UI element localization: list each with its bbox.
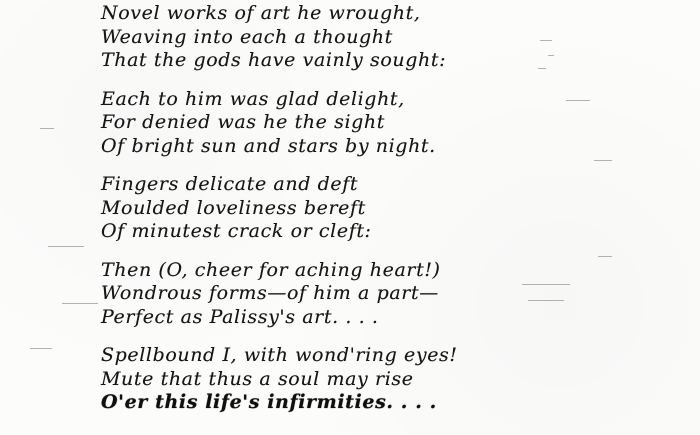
poem-line: Then (O, cheer for aching heart!): [101, 258, 441, 281]
poem-line: Wondrous forms—of him a part—: [101, 282, 439, 304]
poem-line: Weaving into each a thought: [101, 25, 393, 48]
scan-speck: [62, 303, 98, 304]
stanza-3: [101, 173, 521, 244]
scan-speck: [566, 100, 590, 101]
scan-speck: [30, 348, 52, 349]
scan-speck: [522, 284, 570, 285]
scan-speck: [538, 68, 546, 69]
poem-line: Of bright sun and stars by night.: [101, 134, 436, 157]
poem-line: Perfect as Palissy's art. . . .: [101, 305, 379, 328]
scan-speck: [548, 55, 554, 56]
poem-line: Spellbound I, with wond'ring eyes!: [101, 344, 458, 366]
stanza-5: [101, 344, 521, 415]
scan-speck: [594, 160, 612, 161]
poem-line: O'er this life's infirmities. . . .: [101, 391, 437, 413]
scan-speck: [40, 128, 54, 129]
scan-speck: [540, 40, 552, 41]
poem-line: Moulded loveliness bereft: [101, 196, 366, 219]
scan-speck: [598, 256, 612, 257]
poem-line: For denied was he the sight: [101, 111, 385, 133]
scan-speck: [48, 246, 84, 247]
poem-line: Each to him was glad delight,: [101, 87, 405, 110]
poem: [101, 2, 521, 430]
stanza-1: [101, 2, 521, 73]
poem-line: That the gods have vainly sought:: [101, 49, 447, 71]
scan-speck: [528, 300, 564, 301]
stanza-4: [101, 259, 521, 330]
poem-line: Of minutest crack or cleft:: [101, 220, 372, 242]
stanza-2: [101, 88, 521, 159]
poem-line: Novel works of art he wrought,: [101, 2, 421, 24]
poem-line: Mute that thus a soul may rise: [101, 367, 414, 390]
poem-line: Fingers delicate and deft: [101, 173, 359, 195]
